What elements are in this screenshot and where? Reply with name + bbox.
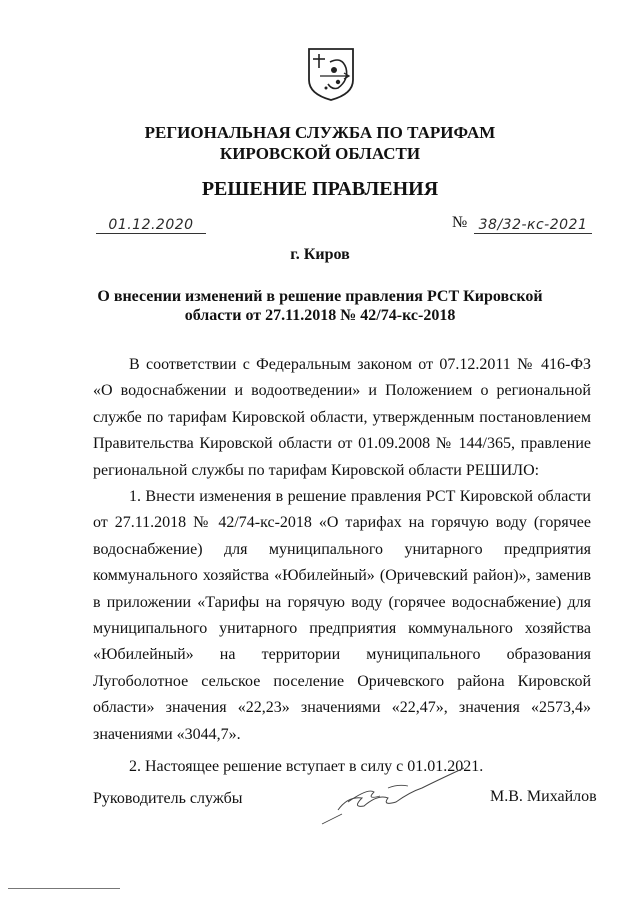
signatory-role: Руководитель службы	[93, 790, 243, 807]
handwritten-signature-icon	[318, 758, 468, 830]
organization-name-line1: РЕГИОНАЛЬНАЯ СЛУЖБА ПО ТАРИФАМ	[144, 123, 496, 142]
decision-body	[93, 352, 591, 781]
subject-line2: области от 27.11.2018 № 42/74-кс-2018	[184, 307, 456, 324]
signatory-name: М.В. Михайлов	[490, 788, 597, 805]
decision-number: 38/32-кс-2021	[474, 217, 592, 234]
decision-date: 01.12.2020	[96, 217, 206, 234]
subject-line1: О внесении изменений в решение правления РСТ Кировской	[97, 288, 543, 305]
issue-city: г. Киров	[290, 246, 350, 263]
item-2-paragraph: 2. Настоящее решение вступает в силу с 01.01.2021.	[129, 758, 484, 776]
preamble-paragraph: В соответствии с Федеральным законом от 07.12.2011 № 416-ФЗ «О водоснабжении и водоотведении» и Положением о региональной службе по тарифам Кировской области, утвержденным постановлением Правительства Кировской области от 01.09.2008 № 144/365, правление региональной службы по тарифам Кировской области РЕШИЛО:	[93, 356, 591, 479]
item-1-paragraph: 1. Внести изменения в решение правления РСТ Кировской области от 27.11.2018 № 42/74-кс-2018 «О тарифах на горячую воду (горячее водоснабжение) для муниципального унитарного предприятия коммунального хозяйства «Юбилейный» (Оричевский район)», заменив в приложении «Тарифы на горячую воду (горячее водоснабжение) для муниципального унитарного предприятия коммунального хозяйства «Юбилейный» на территории муниципального образования Лугоболотное сельское поселение Оричевского района Кировской области» значения «22,23» значениями «22,47», значения «2573,4» значениями «3044,7».	[93, 488, 591, 743]
number-sign: №	[452, 214, 468, 231]
coat-of-arms-icon	[306, 46, 356, 102]
document-type-title: РЕШЕНИЕ ПРАВЛЕНИЯ	[201, 178, 439, 200]
organization-name-line2: КИРОВСКОЙ ОБЛАСТИ	[219, 144, 421, 163]
footer-divider	[8, 888, 120, 889]
